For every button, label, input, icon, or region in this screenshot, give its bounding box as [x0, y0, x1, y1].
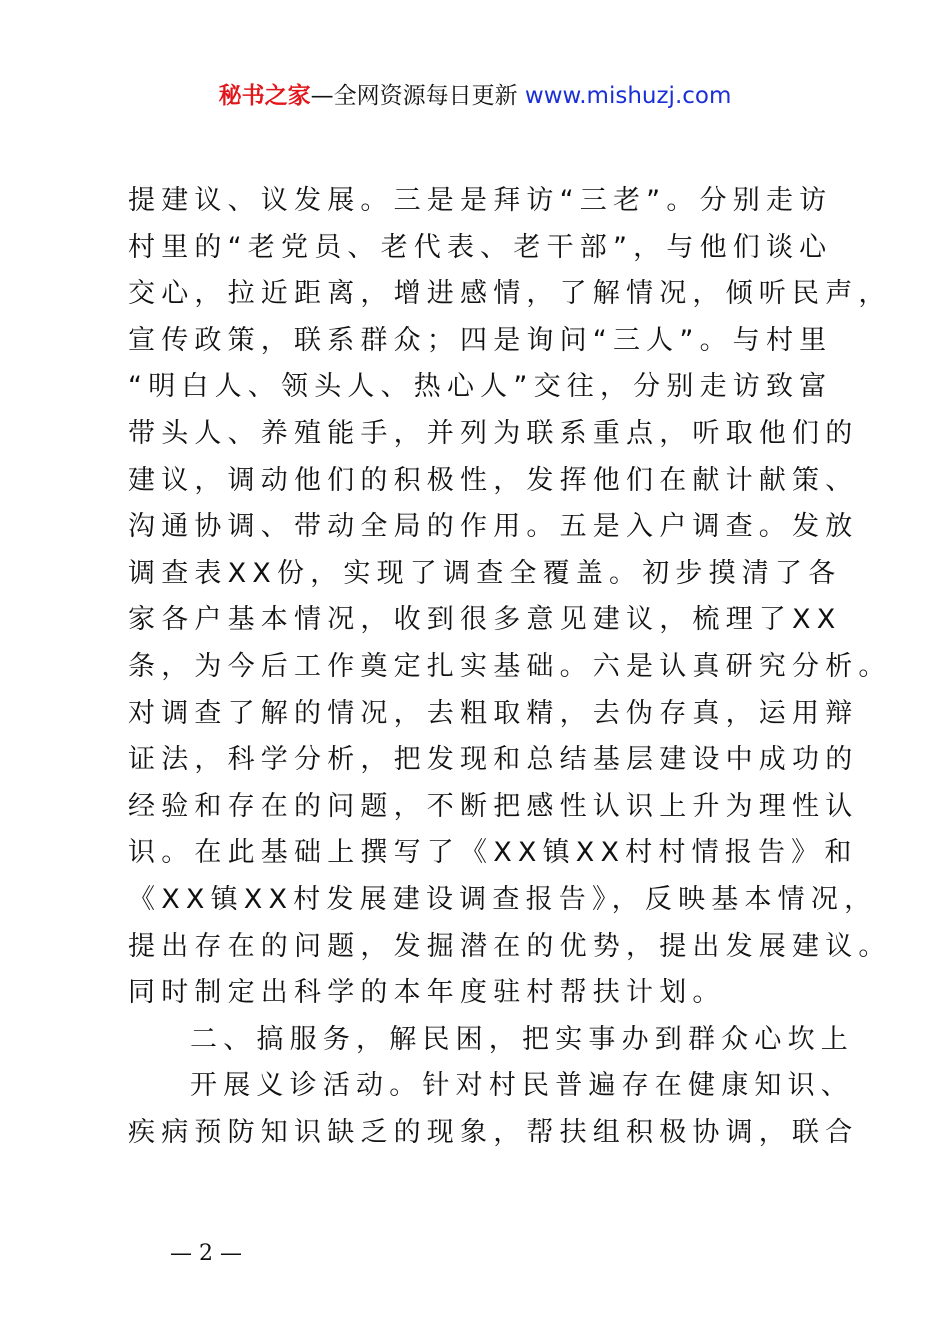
- text-line: 村里的“老党员、老代表、老干部”，与他们谈心: [128, 231, 833, 263]
- page-number: — 2 —: [170, 1241, 242, 1266]
- text-line: 宣传政策，联系群众；四是询问“三人”。与村里: [128, 324, 833, 356]
- text-line: 建议，调动他们的积极性，发挥他们在献计献策、: [128, 464, 859, 496]
- text-line: 开展义诊活动。针对村民普遍存在健康知识、: [190, 1070, 854, 1102]
- text-line: 经验和存在的问题，不断把感性认识上升为理性认: [128, 790, 859, 822]
- brand-name: 秘书之家: [218, 83, 311, 109]
- header-tagline: —全网资源每日更新: [310, 83, 518, 109]
- text-line: “明白人、领头人、热心人”交往，分别走访致富: [128, 371, 833, 403]
- text-line: 对调查了解的情况，去粗取精，去伪存真，运用辩: [128, 697, 859, 729]
- text-line: 调查表XX份，实现了调查全覆盖。初步摸清了各: [128, 557, 842, 589]
- text-line: 同时制定出科学的本年度驻村帮扶计划。: [128, 977, 726, 1009]
- text-line: 沟通协调、带动全局的作用。五是入户调查。发放: [128, 511, 859, 543]
- document-body: [128, 178, 892, 1156]
- text-line: 提建议、议发展。三是是拜访“三老”。分别走访: [128, 185, 833, 216]
- text-line: 家各户基本情况，收到很多意见建议，梳理了XX: [128, 604, 842, 636]
- site-link[interactable]: www.mishuzj.com: [524, 83, 732, 109]
- section-heading: 二、搞服务，解民困，把实事办到群众心坎上: [190, 1023, 854, 1055]
- text-line: 《XX镇XX村发展建设调查报告》，反映基本情况，: [128, 883, 878, 915]
- text-line: 条，为今后工作奠定扎实基础。六是认真研究分析。: [128, 650, 892, 682]
- text-line: 交心，拉近距离，增进感情，了解情况，倾听民声，: [128, 278, 892, 310]
- text-line: 识。在此基础上撰写了《XX镇XX村村情报告》和: [128, 837, 858, 869]
- text-line: 带头人、养殖能手，并列为联系重点，听取他们的: [128, 417, 859, 449]
- text-line: 证法，科学分析，把发现和总结基层建设中成功的: [128, 744, 859, 776]
- text-line: 疾病预防知识缺乏的现象，帮扶组积极协调，联合: [128, 1116, 859, 1148]
- text-line: 提出存在的问题，发掘潜在的优势，提出发展建议。: [128, 930, 892, 962]
- page-header: [0, 80, 950, 112]
